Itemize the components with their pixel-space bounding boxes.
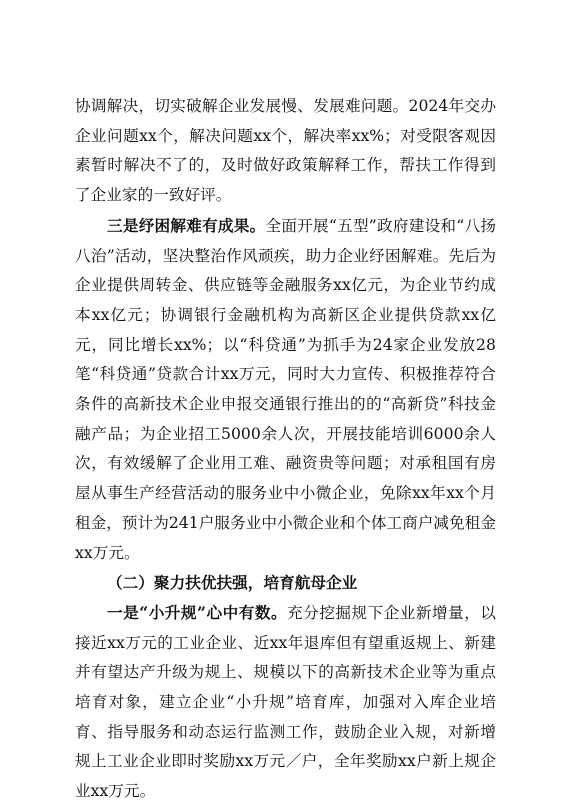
paragraph-2-text: 全面开展“五型”政府建设和“八扬八治”活动，坚决整治作风顽疾，助力企业纾困解难。先后为企业提供周转金、供应链等金融服务xx亿元，为企业节约成本xx亿元；协调银行金融机构为高新区企业提供贷款xx亿元，同比增长xx%；以“科贷通”为抓手为24家企业发放28笔“科贷通”贷款合计xx万元，同时大力宣传、积极推荐符合条件的高新技术企业申报交通银行推出的的“高新贷”科技金融产品；为企业招工5000余人次，开展技能培训6000余人次，有效缓解了企业用工难、融资贵等问题；对承租国有房屋从事生产经营活动的服务业中小微企业，免除xx年xx个月租金，预计为241户服务业中小微企业和个体工商户减免租金xx万元。 xyxy=(75,216,497,562)
paragraph-1 xyxy=(75,92,496,211)
paragraph-2 xyxy=(75,211,496,568)
section-heading-text: （二）聚力扶优扶强，培育航母企业 xyxy=(107,573,358,593)
paragraph-3-lead: 一是“小升规”心中有数。 xyxy=(107,602,288,622)
paragraph-1-text: 协调解决，切实破解企业发展慢、发展难问题。2024年交办企业问题xx个，解决问题xx个，解决率xx%；对受限客观因素暂时解决不了的，及时做好政策解释工作，帮扶工作得到了企业家的一致好评。 xyxy=(75,97,496,205)
section-heading xyxy=(75,568,496,598)
paragraph-3 xyxy=(75,598,496,807)
paragraph-2-lead: 三是纾困解难有成果。 xyxy=(107,215,266,235)
paragraph-3-text: 充分挖掘规下企业新增量，以接近xx万元的工业企业、近xx年退库但有望重返规上、新建并有望达产升级为规上、规模以下的高新技术企业等为重点培育对象，建立企业“小升规”培育库，加强对入库企业培育、指导服务和动态运行监测工作，鼓励企业入规，对新增规上工业企业即时奖励xx万元／户，全年奖励xx户新上规企业xx万元。 xyxy=(75,603,496,801)
